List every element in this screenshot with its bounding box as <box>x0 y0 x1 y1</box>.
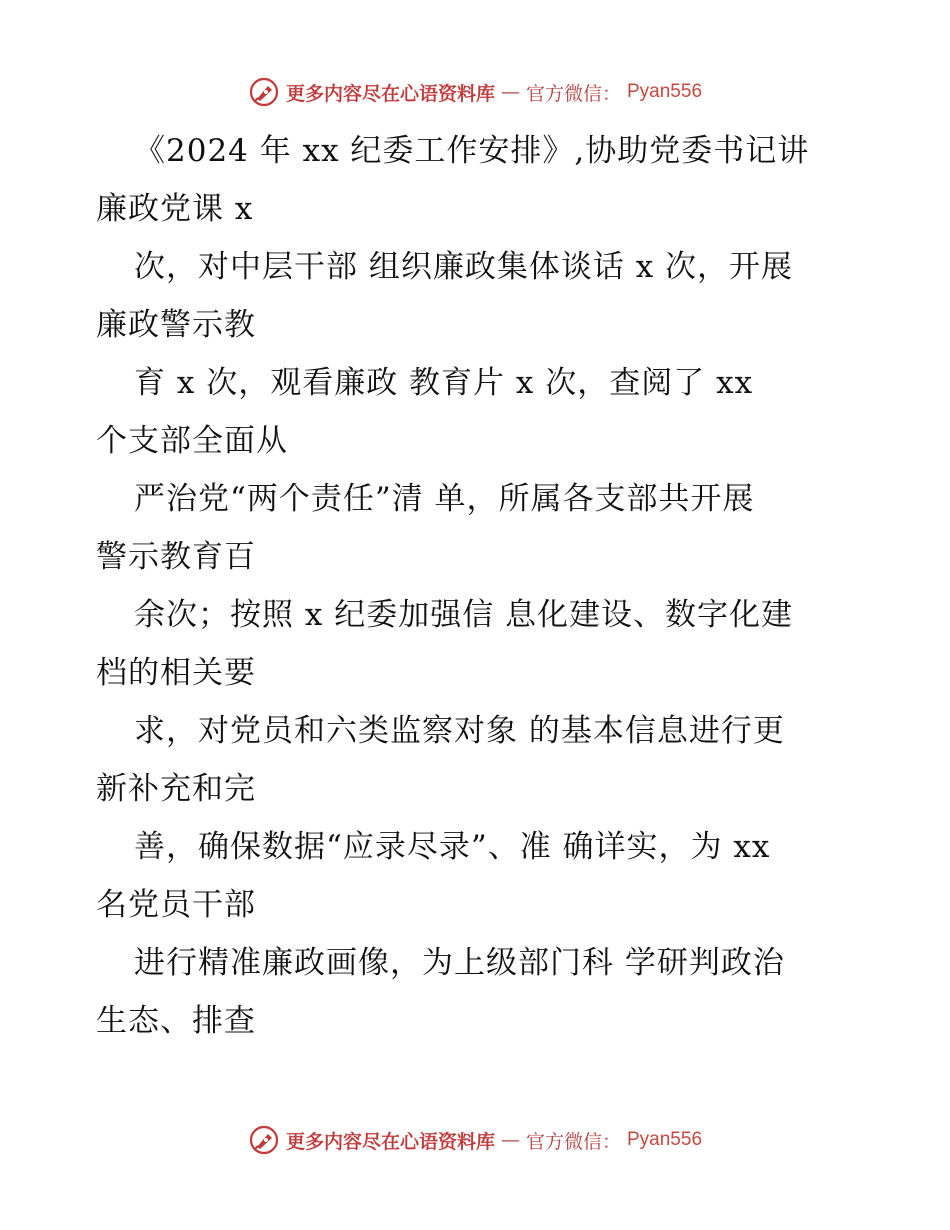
body-line: 廉政警示教 <box>96 307 256 343</box>
watermark-label: 官方微信： <box>525 82 621 105</box>
watermark-separator: — <box>500 1129 520 1151</box>
body-line: 个支部全面从 <box>96 423 288 459</box>
watermark-handle: Pyan556 <box>627 81 703 102</box>
body-line: 名党员干部 <box>96 887 256 923</box>
body-line: 严治党“两个责任”清 单，所属各支部共开展 <box>134 481 755 517</box>
body-line: 廉政党课 x <box>96 191 254 227</box>
body-line: 求，对党员和六类监察对象 的基本信息进行更 <box>134 713 785 749</box>
body-line: 进行精准廉政画像，为上级部门科 学研判政治 <box>134 945 785 981</box>
pen-nib-logo-icon <box>248 76 280 108</box>
watermark-label: 官方微信： <box>525 1130 621 1153</box>
body-line: 《2024 年 xx 纪委工作安排》,协助党委书记讲 <box>134 133 810 169</box>
footer-watermark <box>0 1120 950 1160</box>
watermark-title: 更多内容尽在心语资料库 <box>285 82 495 105</box>
document-body <box>96 122 866 1050</box>
body-line: 次，对中层干部 组织廉政集体谈话 x 次，开展 <box>134 249 794 285</box>
header-watermark <box>0 72 950 112</box>
body-line: 育 x 次，观看廉政 教育片 x 次，查阅了 xx <box>134 365 754 401</box>
watermark-title: 更多内容尽在心语资料库 <box>285 1130 495 1153</box>
watermark-handle: Pyan556 <box>627 1129 703 1150</box>
body-line: 生态、排查 <box>96 1003 256 1039</box>
body-line: 警示教育百 <box>96 539 256 575</box>
body-line: 余次；按照 x 纪委加强信 息化建设、数字化建 <box>134 597 794 633</box>
watermark-brand <box>248 76 702 108</box>
watermark-brand <box>248 1124 702 1156</box>
watermark-separator: — <box>500 81 520 103</box>
body-line: 善，确保数据“应录尽录”、准 确详实，为 xx <box>134 829 771 865</box>
pen-nib-logo-icon <box>248 1124 280 1156</box>
body-line: 档的相关要 <box>96 655 256 691</box>
body-line: 新补充和完 <box>96 771 256 807</box>
